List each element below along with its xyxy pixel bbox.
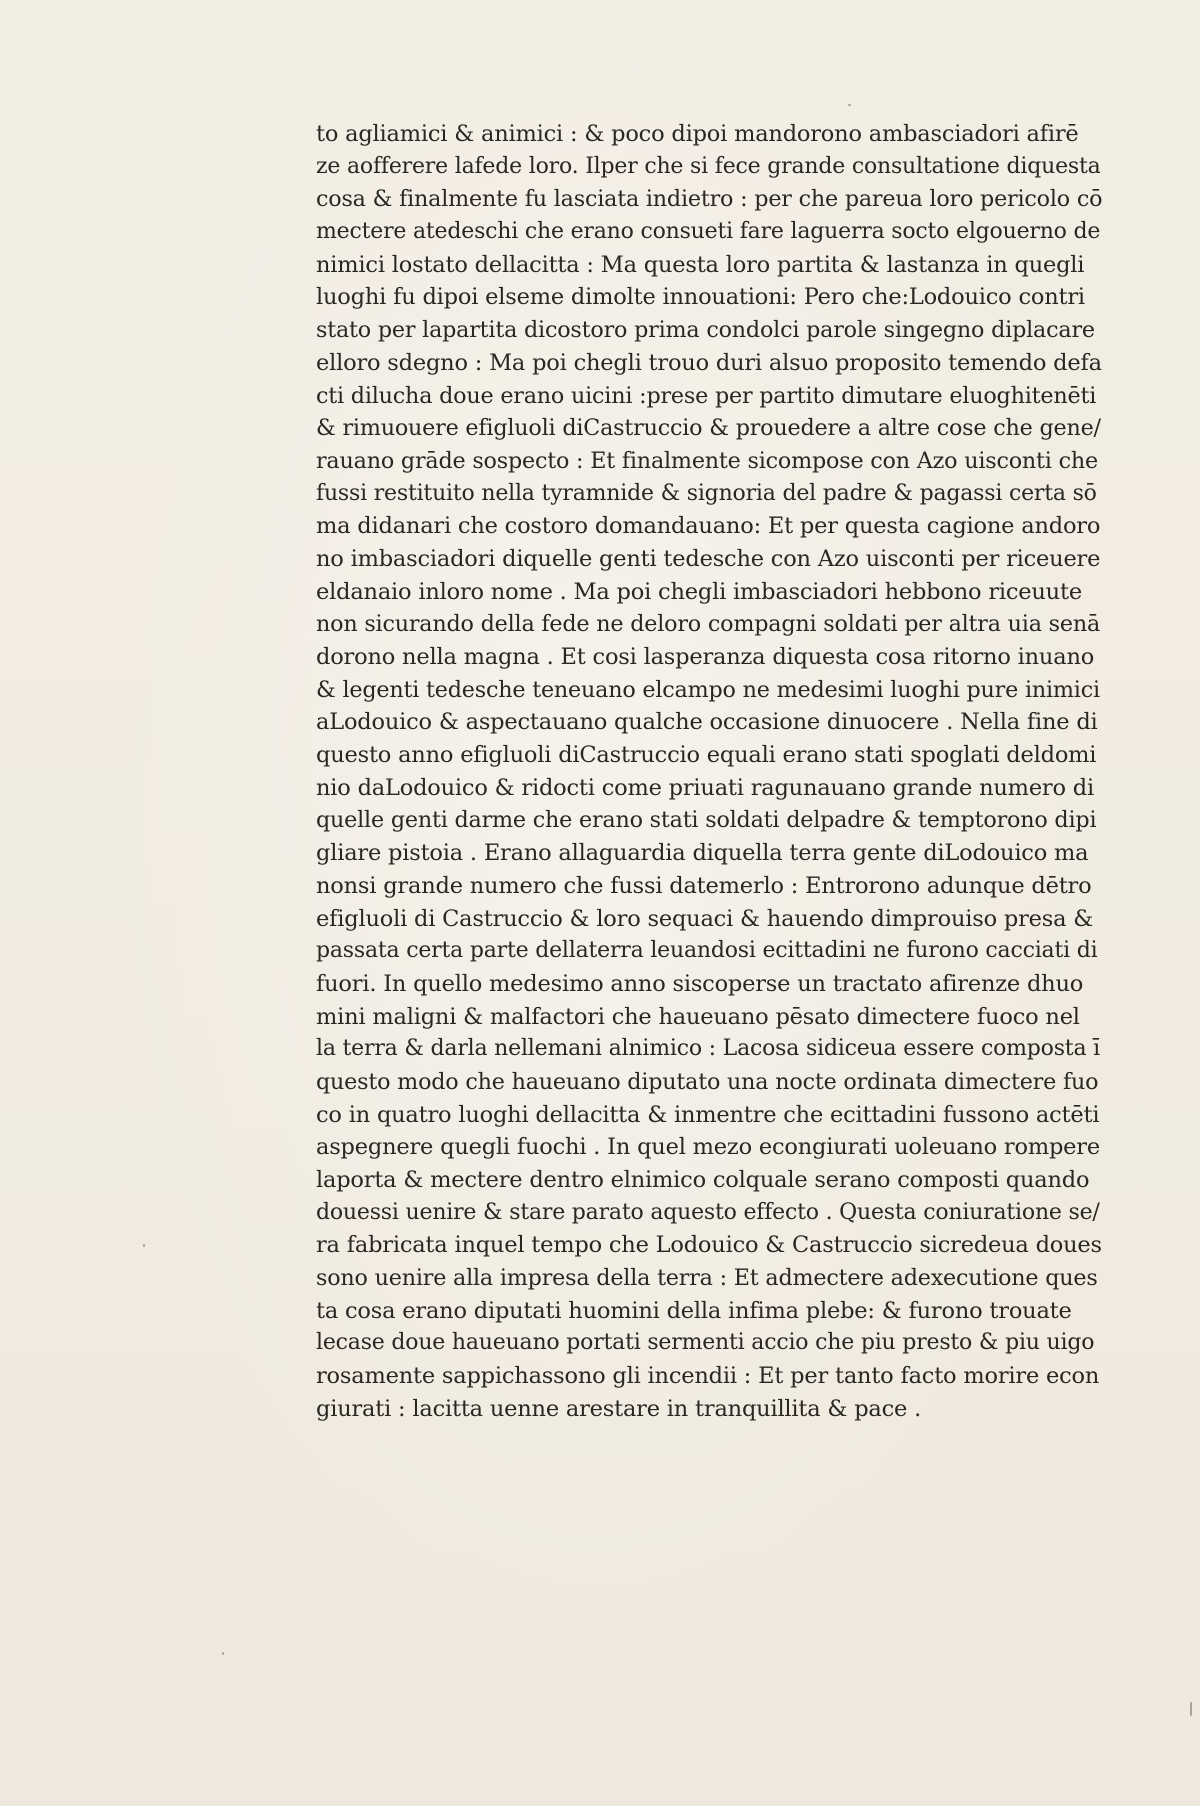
text-line: questo anno efigluoli diCastruccio equali erano stati spoglati deldomi (316, 742, 1097, 769)
text-line: ta cosa erano diputati huomini della infima plebe: & furono trouate (316, 1297, 1072, 1324)
ink-speck (1190, 1702, 1192, 1716)
text-line: questo modo che haueuano diputato una nocte ordinata dimectere fuo (316, 1068, 1099, 1095)
text-line: douessi uenire & stare parato aquesto effecto . Questa coniuratione se/ (316, 1199, 1100, 1225)
text-line: fuori. In quello medesimo anno siscoperse un tractato afirenze dhuo (316, 970, 1084, 997)
text-line: rauano grāde sospecto : Et finalmente sicompose con Azo uisconti che (316, 447, 1098, 474)
text-line: sono uenire alla impresa della terra : Et admectere adexecutione ques (316, 1265, 1098, 1292)
text-line: ze aofferere lafede loro. Ilper che si fece grande consultatione diquesta (316, 153, 1101, 179)
text-line: nonsi grande numero che fussi datemerlo : Entrorono adunque dētro (316, 872, 1092, 899)
text-line: passata certa parte dellaterra leuandosi ecittadini ne furono cacciati di (316, 938, 1098, 964)
text-line: eldanaio inloro nome . Ma poi chegli imbasciadori hebbono riceuute (316, 578, 1082, 605)
text-line: co in quatro luoghi dellacitta & inmentre che ecittadini fussono actēti (316, 1101, 1100, 1128)
text-line: & rimuouere efigluoli diCastruccio & prouedere a altre cose che gene/ (316, 415, 1101, 442)
ink-speck (143, 1244, 145, 1247)
text-line: nio daLodouico & ridocti come priuati ragunauano grande numero di (316, 774, 1094, 801)
text-line: la terra & darla nellemani alnimico : Lacosa sidiceua essere composta ī (316, 1036, 1100, 1062)
text-line: ra fabricata inquel tempo che Lodouico & Castruccio sicredeua doues (316, 1232, 1102, 1259)
text-line: efigluoli di Castruccio & loro sequaci & hauendo dimprouiso presa & (316, 905, 1094, 932)
text-line: laporta & mectere dentro elnimico colquale serano composti quando (316, 1167, 1090, 1193)
text-line: elloro sdegno : Ma poi chegli trouo duri alsuo proposito temendo defa (316, 349, 1102, 376)
text-line: mectere atedeschi che erano consueti fare laguerra socto elgouerno de (316, 219, 1101, 245)
text-line: no imbasciadori diquelle genti tedesche con Azo uisconti per riceuere (316, 545, 1101, 572)
text-line: lecase doue haueuano portati sermenti accio che piu presto & piu uigo (316, 1330, 1095, 1356)
text-line: & legenti tedesche teneuano elcampo ne medesimi luoghi pure inimici (316, 676, 1100, 703)
text-line: mini maligni & malfactori che haueuano pēsato dimectere fuoco nel (316, 1003, 1080, 1030)
text-line: giurati : lacitta uenne arestare in tranquillita & pace . (316, 1395, 922, 1422)
ink-speck (222, 1652, 224, 1655)
text-line: gliare pistoia . Erano allaguardia diquella terra gente diLodouico ma (316, 840, 1089, 867)
text-line: nimici lostato dellacitta : Ma questa loro partita & lastanza in quegli (316, 251, 1085, 278)
text-line: fussi restituito nella tyramnide & signoria del padre & pagassi certa sō (316, 480, 1097, 506)
text-line: luoghi fu dipoi elseme dimolte innouationi: Pero che:Lodouico contri (316, 284, 1085, 311)
ink-speck (848, 104, 851, 106)
text-line: dorono nella magna . Et cosi lasperanza diquesta cosa ritorno inuano (316, 644, 1095, 670)
text-line: rosamente sappichassono gli incendii : Et per tanto facto morire econ (316, 1363, 1100, 1390)
text-line: ma didanari che costoro domandauano: Et per questa cagione andoro (316, 513, 1101, 540)
text-line: stato per lapartita dicostoro prima condolci parole singegno diplacare (316, 317, 1095, 344)
text-line: non sicurando della fede ne deloro compagni soldati per altra uia senā (316, 611, 1101, 638)
body-text (316, 118, 1102, 1426)
text-line: aspegnere quegli fuochi . In quel mezo econgiurati uoleuano rompere (316, 1134, 1100, 1161)
text-line: quelle genti darme che erano stati soldati delpadre & temptorono dipi (316, 807, 1097, 834)
text-line: aLodouico & aspectauano qualche occasione dinuocere . Nella fine di (316, 709, 1098, 736)
text-line: cosa & finalmente fu lasciata indietro : per che pareua loro pericolo cō (316, 186, 1103, 213)
text-line: to agliamici & animici : & poco dipoi mandorono ambasciadori afirē (316, 121, 1079, 147)
text-line: cti dilucha doue erano uicini :prese per partito dimutare eluoghitenēti (316, 382, 1097, 409)
